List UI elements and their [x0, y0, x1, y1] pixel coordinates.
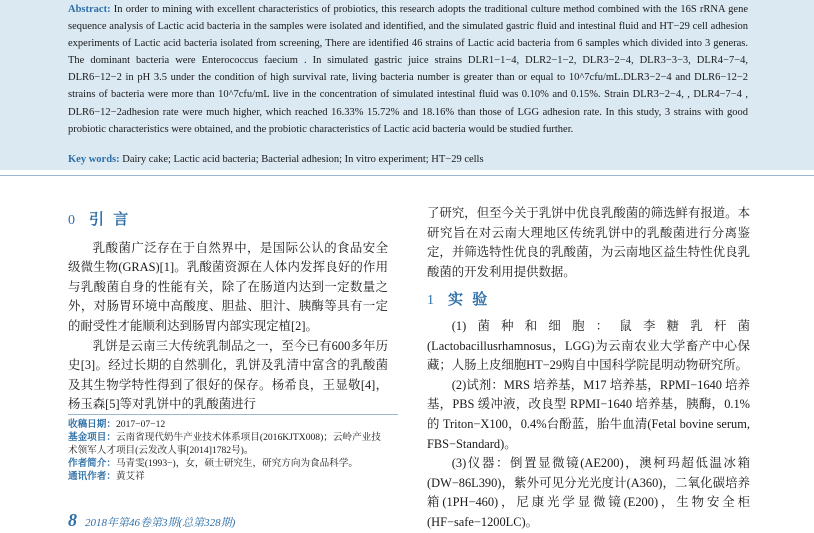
divider-line: [0, 175, 814, 176]
received-label: 收稿日期：: [68, 419, 116, 430]
left-column: [68, 210, 388, 415]
materials-paragraph-2: (2)试剂：MRS 培养基，M17 培养基，RPMI−1640 培养基，PBS 缓冲液，改良型 RPMI−1640 培养基，胰酶，0.1% 的 Triton−X100，0.4%台酚蓝，胎牛血清(Fetal bovine serum, FBS−Standard)。: [427, 377, 750, 451]
materials-paragraph-3: (3)仪器：倒置显微镜(AE200)，澳柯玛超低温冰箱(DW−86L390)，紫外可见分光光度计(A360)，二氧化碳培养箱(1PH−460)，尼康光学显微镜(E200)，生物安全柜(HF−safe−1200LC)。: [427, 456, 750, 529]
corresponding-author: [68, 470, 388, 483]
page-number: 8: [68, 510, 77, 530]
fund-label: 基金项目：: [68, 432, 116, 443]
section-1-heading: [427, 290, 750, 311]
author-label: 作者简介：: [68, 458, 116, 469]
corr-label: 通讯作者：: [68, 471, 116, 482]
fund-value: 云南省现代奶牛产业技术体系项目(2016KJTX008)；云岭产业技术领军人才项目(云发改人事[2014]1782号)。: [68, 432, 381, 456]
materials-paragraph-1: (1)菌种和细胞：鼠李糖乳杆菌(Lactobacillusrhamnosus，LGG)为云南农业大学畜产中心保藏；人肠上皮细胞HT−29购自中国科学院昆明动物研究所。: [427, 318, 750, 373]
footnotes: [68, 418, 388, 483]
footnote-rule: [68, 414, 398, 415]
keywords-line: [68, 151, 758, 168]
abstract-text: [68, 1, 748, 138]
section-1-number: 1: [427, 293, 434, 309]
abstract-body: In order to mining with excellent characteristics of probiotics, this research adopts the traditional culture method combined with the 16S rRNA gene sequence analysis of Lactic acid bacteria in the samples were isolated and identified, and the simulated gastric fluid and intestinal fluid and HT−29 cell adhesion experiments of Lactic acid bacteria isolated from screening, There are identified 46 strains of Lactic acid bacteria from 6 samples which divided into 3 generas. The dominant bacteria were Enterococcus faecium . In simulated gastric juice strains DLR1−1−4, DLR2−1−2, DLR3−2−4, DLR3−3−3, DLR4−7−4, DLR6−12−2 in pH 3.5 under the condition of high survival rate, living bacteria number is greater than or equal to 10^7cfu/mL.DLR3−2−4 and DLR6−12−2 strains of bacteria were more than 10^7cfu/mL live in the concentration of simulated intestinal fluid was 0.10% and 0.15%. Strain DLR3−2−4, , DLR4−7−4 , DLR6−12−2adhesion rate were much higher, which reached 16.33% 15.72% and 18.16% than those of LGG adhesion rate. In this study, 3 strains with good probiotic characteristics were obtained, and the probiotic characteristics of Lactic acid bacteria would be studied further.: [68, 4, 748, 135]
keywords-body: Dairy cake; Lactic acid bacteria; Bacterial adhesion; In vitro experiment; HT−29 cells: [119, 154, 484, 165]
author-info: [68, 457, 388, 470]
corr-value: 黄艾祥: [115, 471, 145, 482]
abstract-label: Abstract:: [68, 4, 111, 15]
intro-paragraph-1: 乳酸菌广泛存在于自然界中，是国际公认的食品安全级微生物(GRAS)[1]。乳酸菌资源在人体内发挥良好的作用与乳酸菌自身的性能有关，除了在肠道内达到一定数量之外，对肠胃环境中高酸度、胆盐、胆汁、胰酶等具有一定的耐受性才能顺利达到肠胃内部实现定植[2]。: [68, 240, 388, 333]
intro-paragraph-2: 乳饼是云南三大传统乳制品之一，至今已有600多年历史[3]。经过长期的自然驯化，乳饼及乳清中富含的乳酸菌及其生物学特性得到了很好的保存。杨希良，王显敬[4]，杨玉森[5]等对乳饼中的乳酸菌进行: [68, 338, 388, 412]
abstract-panel: [0, 0, 814, 170]
section-0-title: 引 言: [89, 210, 131, 228]
page-footer: [68, 510, 235, 531]
right-column: [427, 204, 750, 533]
intro-paragraph-3: 了研究，但至今关于乳饼中优良乳酸菌的筛选鲜有报道。本研究旨在对云南大理地区传统乳饼中的乳酸菌进行分离鉴定，并筛选特性优良的乳酸菌，为云南地区益生特性优良乳酸菌的开发利用提供数据。: [427, 206, 750, 279]
received-date: [68, 418, 388, 431]
keywords-label: Key words:: [68, 154, 120, 165]
issue-info: 2018年第46卷第3期(总第328期): [85, 517, 236, 529]
author-value: 马青雯(1993−)，女，硕士研究生，研究方向为食品科学。: [115, 458, 359, 469]
section-0-heading: [68, 210, 388, 231]
received-value: 2017−07−12: [115, 419, 166, 430]
section-1-title: 实 验: [448, 290, 490, 309]
section-0-number: 0: [68, 213, 75, 228]
fund-info: [68, 431, 388, 457]
